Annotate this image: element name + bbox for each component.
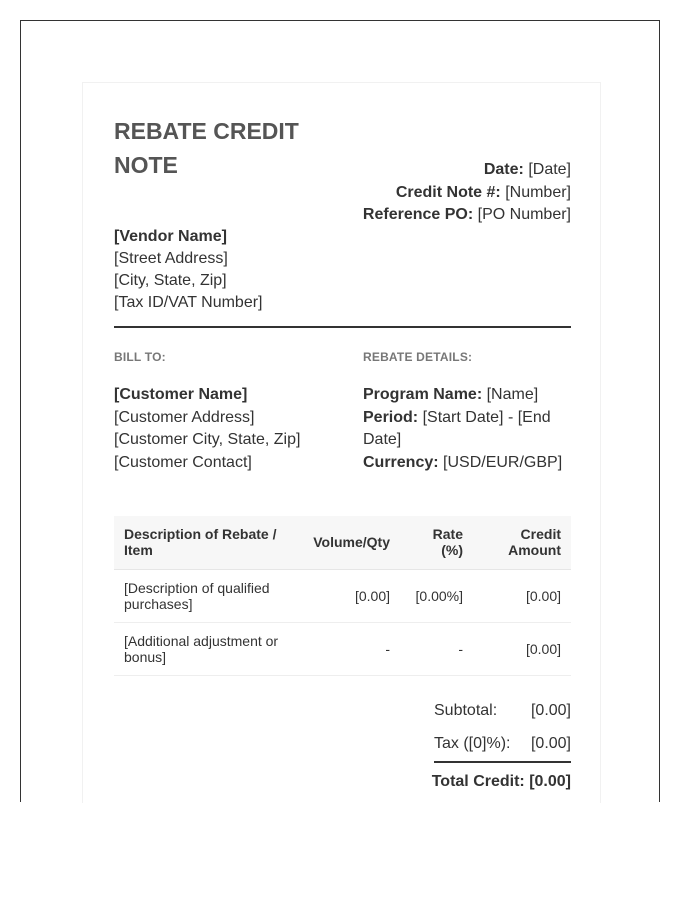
tax-value: [0.00] (530, 734, 571, 752)
meta-date (341, 159, 571, 182)
header-description: Description of Rebate / Item (114, 516, 302, 569)
total-credit-label: Total Credit: (431, 772, 525, 790)
customer-contact: [Customer Contact] (114, 453, 252, 471)
period-value: [Start Date] - [End Date] (363, 408, 551, 448)
date-value: [Date] (528, 161, 571, 178)
row-rate: - (400, 622, 473, 675)
header-rate: Rate (%) (400, 516, 473, 569)
table-header-row (114, 516, 571, 569)
row-description: [Additional adjustment or bonus] (114, 622, 302, 675)
currency-line (363, 452, 571, 475)
credit-note-label: Credit Note #: (395, 183, 501, 201)
total-credit-value: [0.00] (529, 772, 571, 790)
row-volume: - (302, 622, 400, 675)
row-rate: [0.00%] (400, 569, 473, 622)
row-credit-amount: [0.00] (473, 569, 571, 622)
date-label: Date: (483, 161, 524, 178)
page-frame (20, 20, 660, 802)
vendor-tax-id: [Tax ID/VAT Number] (114, 294, 263, 311)
document-title: REBATE CREDIT NOTE (114, 118, 299, 178)
meta-credit-note (341, 182, 571, 205)
period-label: Period: (363, 408, 419, 426)
vendor-name: [Vendor Name] (114, 228, 227, 245)
document-paper (82, 82, 601, 803)
table-row (114, 622, 571, 675)
row-volume: [0.00] (302, 569, 400, 622)
po-label: Reference PO: (362, 206, 474, 223)
rebate-details-block (363, 328, 571, 474)
document-header (114, 114, 571, 326)
row-description: [Description of qualified purchases] (114, 569, 302, 622)
rebate-items-table (114, 516, 571, 676)
program-line (363, 384, 571, 407)
rebate-details-label: REBATE DETAILS: (363, 350, 473, 364)
credit-note-value: [Number] (505, 183, 571, 201)
document-meta (341, 159, 571, 227)
vendor-block (114, 226, 262, 314)
program-value: [Name] (486, 386, 539, 403)
period-line (363, 407, 571, 452)
customer-name: [Customer Name] (114, 386, 248, 403)
customer-address: [Customer Address] (114, 408, 255, 426)
table-row (114, 569, 571, 622)
program-label: Program Name: (363, 386, 483, 403)
totals-divider (434, 761, 571, 763)
customer-city: [Customer City, State, Zip] (114, 431, 301, 448)
header-volume: Volume/Qty (302, 516, 400, 569)
rebate-details-lines (363, 384, 571, 474)
vendor-city: [City, State, Zip] (114, 272, 227, 289)
vendor-street: [Street Address] (114, 250, 228, 267)
bill-to-block (114, 328, 354, 474)
header-credit-amount: Credit Amount (473, 516, 571, 569)
document-content (114, 114, 571, 794)
currency-label: Currency: (363, 453, 439, 471)
totals-section (114, 694, 571, 794)
subtotal-label: Subtotal: (434, 701, 498, 719)
bill-to-lines (114, 384, 354, 474)
total-credit-row (432, 773, 571, 791)
row-credit-amount: [0.00] (473, 622, 571, 675)
po-value: [PO Number] (477, 206, 571, 223)
currency-value: [USD/EUR/GBP] (443, 453, 563, 471)
tax-label: Tax ([0]%): (434, 734, 511, 752)
meta-po (341, 204, 571, 227)
parties-section (114, 328, 571, 516)
bill-to-label: BILL TO: (114, 350, 166, 364)
subtotal-value: [0.00] (530, 701, 571, 719)
